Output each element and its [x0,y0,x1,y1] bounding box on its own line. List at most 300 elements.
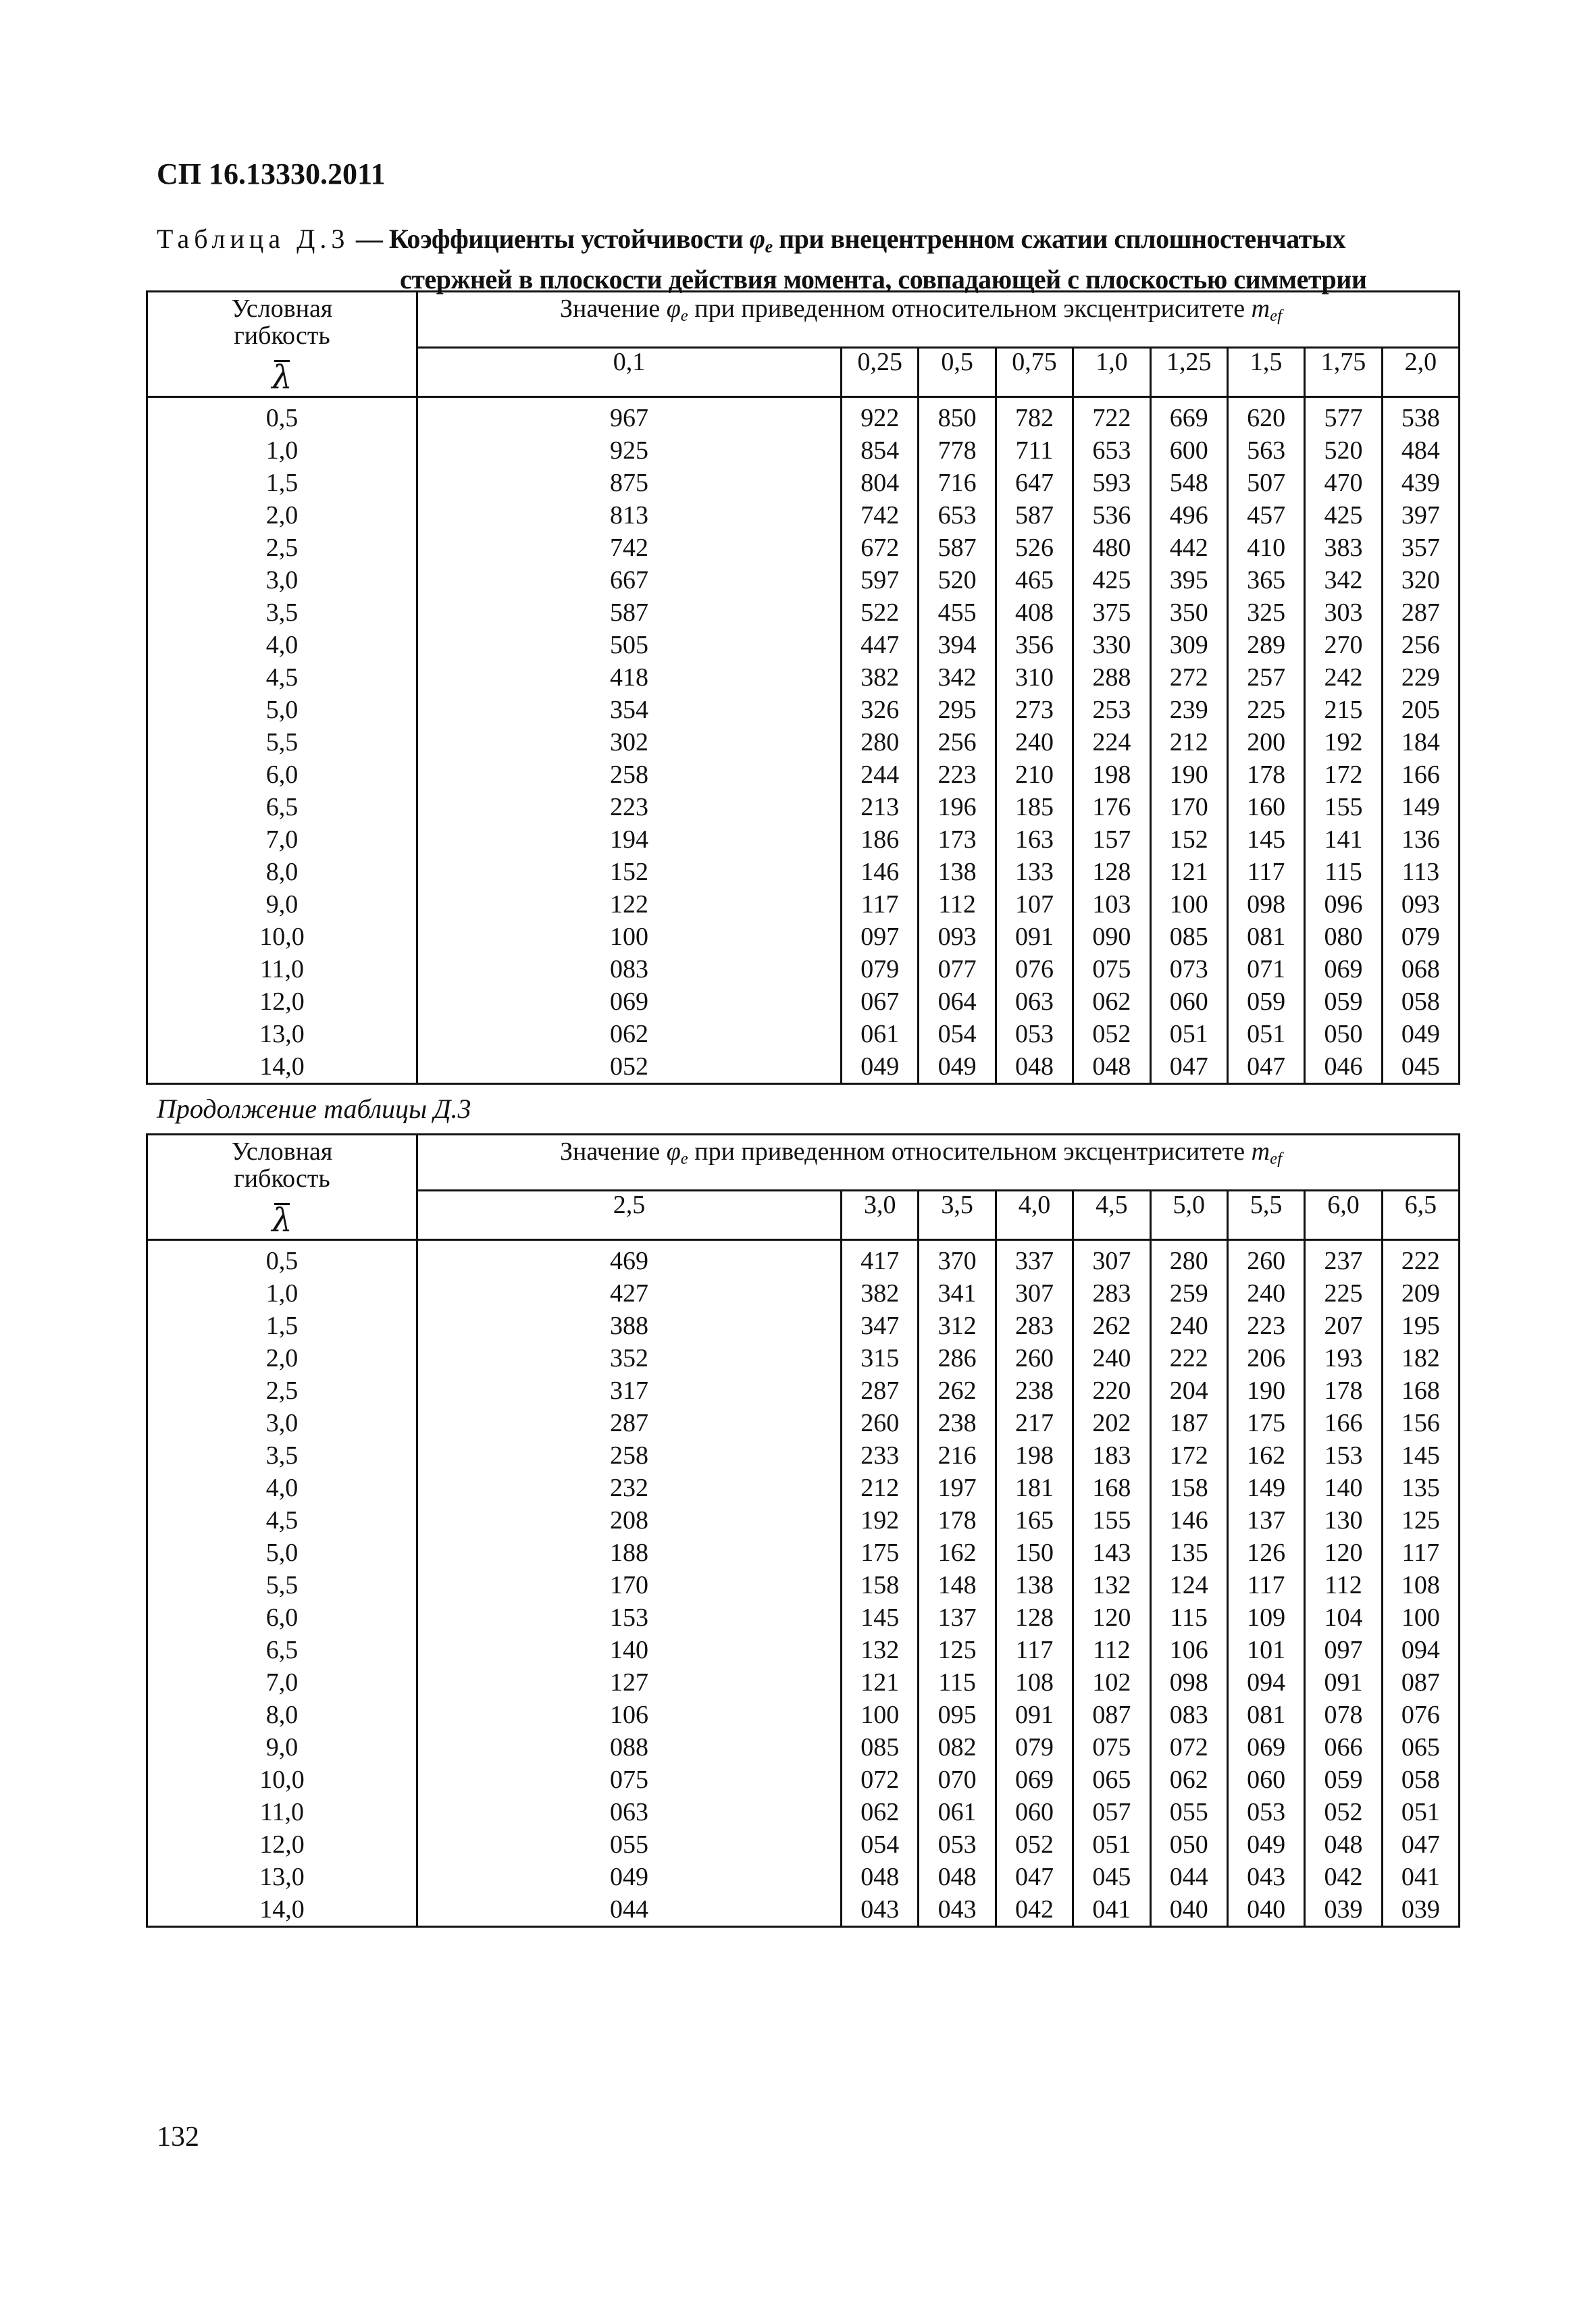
coefficient-cell: 223 [1227,1310,1304,1342]
coefficient-cell: 538 [1382,397,1459,435]
coefficient-cell: 117 [1227,856,1304,888]
eccentricity-header-cell: 2,0 [1382,348,1459,397]
coefficient-cell: 156 [1382,1407,1459,1439]
coefficient-cell: 042 [996,1893,1073,1927]
coefficient-cell: 085 [1150,921,1227,953]
coefficient-cell: 536 [1073,499,1150,532]
coefficient-cell: 397 [1382,499,1459,532]
table-row [147,1374,1460,1407]
coefficient-cell: 520 [1305,434,1382,467]
slenderness-cell: 1,0 [147,434,417,467]
coefficient-cell: 383 [1305,532,1382,564]
coefficient-cell: 457 [1227,499,1304,532]
coefficient-cell: 260 [842,1407,919,1439]
coefficient-cell: 283 [1073,1277,1150,1310]
column-header-slenderness [147,292,417,397]
coefficient-cell: 145 [1227,823,1304,856]
coefficient-cell: 137 [919,1601,996,1634]
column-header-slenderness [147,1135,417,1240]
coefficient-cell: 875 [417,467,842,499]
coefficient-cell: 653 [1073,434,1150,467]
coefficient-cell: 197 [919,1472,996,1504]
coefficient-cell: 100 [1382,1601,1459,1634]
header-text2: при приведенном относительном эксцентриситете [694,294,1245,323]
coefficient-cell: 047 [1382,1828,1459,1861]
coefficient-cell: 135 [1150,1537,1227,1569]
coefficient-cell: 160 [1227,791,1304,823]
coefficient-cell: 128 [996,1601,1073,1634]
header-m: m [1251,294,1270,323]
coefficient-cell: 205 [1382,694,1459,726]
coefficient-cell: 051 [1150,1018,1227,1050]
coefficient-cell: 087 [1382,1666,1459,1699]
coefficient-cell: 058 [1382,985,1459,1018]
coefficient-cell: 342 [1305,564,1382,596]
coefficient-cell: 150 [996,1537,1073,1569]
coefficient-cell: 170 [417,1569,842,1601]
coefficient-cell: 095 [919,1699,996,1731]
coefficient-cell: 122 [417,888,842,921]
slenderness-cell: 13,0 [147,1018,417,1050]
table-row [147,397,1460,435]
coefficient-cell: 137 [1227,1504,1304,1537]
slenderness-cell: 3,0 [147,564,417,596]
coefficient-cell: 149 [1227,1472,1304,1504]
slenderness-cell: 2,0 [147,499,417,532]
table-row [147,1407,1460,1439]
header-phi: φ [666,1137,681,1166]
coefficient-cell: 051 [1073,1828,1150,1861]
coefficient-cell: 194 [417,823,842,856]
slenderness-cell: 1,0 [147,1277,417,1310]
coefficient-cell: 062 [842,1796,919,1828]
slenderness-cell: 5,5 [147,726,417,759]
coefficient-cell: 097 [1305,1634,1382,1666]
coefficient-cell: 140 [1305,1472,1382,1504]
coefficient-cell: 152 [1150,823,1227,856]
coefficient-cell: 082 [919,1731,996,1764]
coefficient-cell: 259 [1150,1277,1227,1310]
coefficient-cell: 225 [1227,694,1304,726]
document-code: СП 16.13330.2011 [157,157,386,190]
coefficient-cell: 722 [1073,397,1150,435]
coefficient-cell: 198 [1073,759,1150,791]
coefficient-cell: 198 [996,1439,1073,1472]
coefficient-cell: 081 [1227,921,1304,953]
coefficient-cell: 287 [1382,596,1459,629]
coefficient-cell: 070 [919,1764,996,1796]
coefficient-cell: 141 [1305,823,1382,856]
coefficient-cell: 283 [996,1310,1073,1342]
coefficient-cell: 587 [417,596,842,629]
coefficient-cell: 109 [1227,1601,1304,1634]
coefficient-cell: 093 [919,921,996,953]
table-row [147,564,1460,596]
coefficient-cell: 117 [1382,1537,1459,1569]
coefficient-cell: 108 [996,1666,1073,1699]
coefficient-cell: 273 [996,694,1073,726]
coefficient-cell: 121 [842,1666,919,1699]
coefficient-cell: 166 [1305,1407,1382,1439]
coefficient-cell: 175 [1227,1407,1304,1439]
coefficient-cell: 113 [1382,856,1459,888]
coefficient-cell: 103 [1073,888,1150,921]
coefficient-cell: 051 [1382,1796,1459,1828]
coefficient-cell: 176 [1073,791,1150,823]
eccentricity-header-cell: 0,25 [842,348,919,397]
coefficient-cell: 049 [919,1050,996,1084]
coefficient-cell: 145 [842,1601,919,1634]
coefficient-cell: 069 [417,985,842,1018]
coefficient-cell: 196 [919,791,996,823]
table-row [147,759,1460,791]
coefficient-cell: 047 [1150,1050,1227,1084]
coefficient-cell: 148 [919,1569,996,1601]
slenderness-cell: 9,0 [147,888,417,921]
header-phi: φ [666,294,681,323]
table-row [147,921,1460,953]
coefficient-cell: 173 [919,823,996,856]
slenderness-cell: 4,5 [147,661,417,694]
slenderness-cell: 5,5 [147,1569,417,1601]
coefficient-cell: 208 [417,1504,842,1537]
column-header-values [417,1135,1460,1191]
coefficient-cell: 052 [1305,1796,1382,1828]
table-row [147,1666,1460,1699]
coefficient-cell: 048 [919,1861,996,1893]
coefficient-cell: 117 [996,1634,1073,1666]
coefficient-cell: 048 [1073,1050,1150,1084]
coefficient-cell: 133 [996,856,1073,888]
coefficient-cell: 158 [1150,1472,1227,1504]
coefficient-cell: 813 [417,499,842,532]
coefficient-cell: 090 [1073,921,1150,953]
slenderness-cell: 10,0 [147,1764,417,1796]
coefficient-cell: 104 [1305,1601,1382,1634]
coefficient-cell: 101 [1227,1634,1304,1666]
coefficient-cell: 042 [1305,1861,1382,1893]
coefficient-cell: 548 [1150,467,1227,499]
coefficient-cell: 045 [1073,1861,1150,1893]
coefficient-cell: 073 [1150,953,1227,985]
coefficient-cell: 146 [842,856,919,888]
eccentricity-header-cell: 3,5 [919,1191,996,1240]
coefficient-cell: 303 [1305,596,1382,629]
coefficient-cell: 223 [417,791,842,823]
coefficient-cell: 185 [996,791,1073,823]
coefficient-cell: 083 [417,953,842,985]
coefficient-cell: 272 [1150,661,1227,694]
coefficient-cell: 080 [1305,921,1382,953]
coefficient-cell: 202 [1073,1407,1150,1439]
coefficient-cell: 439 [1382,467,1459,499]
coefficient-cell: 442 [1150,532,1227,564]
coefficient-cell: 050 [1305,1018,1382,1050]
coefficient-cell: 075 [1073,953,1150,985]
continuation-label: Продолжение таблицы Д.3 [157,1094,471,1124]
header-text: Значение [560,1137,661,1166]
slenderness-cell: 14,0 [147,1050,417,1084]
table-row [147,791,1460,823]
coefficient-cell: 061 [842,1018,919,1050]
coefficient-cell: 052 [1073,1018,1150,1050]
header-m: m [1251,1137,1270,1166]
eccentricity-header-cell: 1,25 [1150,348,1227,397]
coefficient-cell: 240 [1227,1277,1304,1310]
coefficient-cell: 175 [842,1537,919,1569]
page-number: 132 [157,2122,199,2153]
coefficient-cell: 047 [1227,1050,1304,1084]
coefficient-cell: 238 [996,1374,1073,1407]
table-row [147,1601,1460,1634]
coefficient-cell: 470 [1305,467,1382,499]
table-title-line2: стержней в плоскости действия момента, совпадающей с плоскостью симметрии [400,263,1367,294]
coefficient-cell: 280 [1150,1240,1227,1278]
slenderness-cell: 8,0 [147,856,417,888]
coefficient-cell: 057 [1073,1796,1150,1828]
coefficient-cell: 223 [919,759,996,791]
table-title-part2: при внецентренном сжатии сплошностенчатых [772,224,1346,254]
coefficient-cell: 125 [1382,1504,1459,1537]
coefficient-cell: 044 [1150,1861,1227,1893]
slenderness-cell: 7,0 [147,823,417,856]
coefficient-cell: 100 [1150,888,1227,921]
coefficient-cell: 091 [996,921,1073,953]
coefficient-cell: 072 [1150,1731,1227,1764]
slenderness-cell: 4,0 [147,1472,417,1504]
coefficient-cell: 186 [842,823,919,856]
coefficient-cell: 417 [842,1240,919,1278]
coefficient-cell: 132 [842,1634,919,1666]
coefficient-cell: 320 [1382,564,1459,596]
coefficient-cell: 312 [919,1310,996,1342]
table-row [147,434,1460,467]
coefficient-cell: 041 [1382,1861,1459,1893]
coefficient-cell: 097 [842,921,919,953]
coefficient-cell: 049 [417,1861,842,1893]
coefficient-cell: 352 [417,1342,842,1374]
coefficient-cell: 190 [1227,1374,1304,1407]
coefficient-cell: 049 [1382,1018,1459,1050]
table-caption [157,223,1467,296]
table-row [147,661,1460,694]
coefficient-cell: 395 [1150,564,1227,596]
slenderness-cell: 2,5 [147,1374,417,1407]
coefficient-cell: 061 [919,1796,996,1828]
coefficient-cell: 053 [1227,1796,1304,1828]
coefficient-cell: 065 [1382,1731,1459,1764]
coefficient-cell: 587 [919,532,996,564]
coefficient-cell: 257 [1227,661,1304,694]
coefficient-cell: 043 [842,1893,919,1927]
table-title-symbol: φ [749,224,765,254]
header-m-sub: ef [1270,307,1282,326]
slenderness-cell: 5,0 [147,694,417,726]
coefficient-cell: 168 [1382,1374,1459,1407]
coefficient-cell: 195 [1382,1310,1459,1342]
slenderness-cell: 1,5 [147,1310,417,1342]
coefficient-cell: 222 [1382,1240,1459,1278]
table-row [147,1310,1460,1342]
coefficient-cell: 049 [842,1050,919,1084]
table-row [147,1342,1460,1374]
coefficient-cell: 354 [417,694,842,726]
coefficient-cell: 408 [996,596,1073,629]
coefficient-cell: 204 [1150,1374,1227,1407]
coefficient-cell: 220 [1073,1374,1150,1407]
coefficient-cell: 427 [417,1277,842,1310]
coefficient-cell: 480 [1073,532,1150,564]
coefficient-cell: 375 [1073,596,1150,629]
table-row [147,1764,1460,1796]
coefficient-cell: 804 [842,467,919,499]
coefficient-cell: 237 [1305,1240,1382,1278]
coefficient-cell: 054 [919,1018,996,1050]
coefficient-cell: 178 [1305,1374,1382,1407]
table-row [147,1472,1460,1504]
coefficient-cell: 085 [842,1731,919,1764]
slenderness-cell: 2,5 [147,532,417,564]
coefficient-cell: 370 [919,1240,996,1278]
slenderness-cell: 9,0 [147,1731,417,1764]
header-phi-sub: e [680,307,688,326]
coefficient-cell: 058 [1382,1764,1459,1796]
coefficient-cell: 188 [417,1537,842,1569]
coefficient-cell: 209 [1382,1277,1459,1310]
coefficient-cell: 069 [1227,1731,1304,1764]
coefficient-cell: 117 [1227,1569,1304,1601]
coefficient-cell: 280 [842,726,919,759]
coefficient-cell: 238 [919,1407,996,1439]
coefficient-cell: 124 [1150,1569,1227,1601]
eccentricity-header-cell: 4,5 [1073,1191,1150,1240]
coefficient-cell: 048 [1305,1828,1382,1861]
coefficient-cell: 128 [1073,856,1150,888]
coefficient-cell: 258 [417,759,842,791]
eccentricity-header-cell: 4,0 [996,1191,1073,1240]
column-header-values [417,292,1460,348]
coefficient-cell: 317 [417,1374,842,1407]
slenderness-cell: 10,0 [147,921,417,953]
header-label-line1: Условная [231,1137,333,1166]
coefficient-cell: 135 [1382,1472,1459,1504]
coefficient-cell: 258 [417,1439,842,1472]
coefficient-cell: 192 [1305,726,1382,759]
coefficient-cell: 067 [842,985,919,1018]
table-row [147,694,1460,726]
coefficient-cell: 262 [919,1374,996,1407]
coefficient-cell: 778 [919,434,996,467]
coefficient-cell: 153 [417,1601,842,1634]
coefficient-cell: 217 [996,1407,1073,1439]
coefficient-cell: 059 [1305,985,1382,1018]
coefficient-cell: 076 [1382,1699,1459,1731]
coefficient-cell: 669 [1150,397,1227,435]
coefficient-cell: 166 [1382,759,1459,791]
coefficient-cell: 081 [1227,1699,1304,1731]
coefficient-cell: 242 [1305,661,1382,694]
coefficient-cell: 286 [919,1342,996,1374]
coefficient-cell: 505 [417,629,842,661]
coefficient-cell: 716 [919,467,996,499]
coefficient-cell: 854 [842,434,919,467]
coefficient-cell: 244 [842,759,919,791]
table-row [147,1018,1460,1050]
coefficient-cell: 232 [417,1472,842,1504]
coefficient-cell: 182 [1382,1342,1459,1374]
coefficient-cell: 212 [842,1472,919,1504]
coefficient-cell: 184 [1382,726,1459,759]
table-row [147,1569,1460,1601]
coefficient-cell: 163 [996,823,1073,856]
coefficient-cell: 307 [996,1277,1073,1310]
coefficient-cell: 075 [1073,1731,1150,1764]
coefficient-cell: 225 [1305,1277,1382,1310]
coefficient-cell: 046 [1305,1050,1382,1084]
coefficient-cell: 469 [417,1240,842,1278]
coefficient-cell: 100 [842,1699,919,1731]
coefficient-cell: 287 [842,1374,919,1407]
slenderness-cell: 6,5 [147,1634,417,1666]
coefficient-cell: 325 [1227,596,1304,629]
slenderness-cell: 8,0 [147,1699,417,1731]
coefficient-cell: 043 [1227,1861,1304,1893]
coefficient-cell: 063 [996,985,1073,1018]
coefficient-cell: 193 [1305,1342,1382,1374]
coefficient-cell: 115 [1150,1601,1227,1634]
coefficient-cell: 200 [1227,726,1304,759]
slenderness-cell: 4,5 [147,1504,417,1537]
eccentricity-header-cell: 2,5 [417,1191,842,1240]
table-row [147,1504,1460,1537]
coefficient-cell: 347 [842,1310,919,1342]
coefficient-cell: 060 [996,1796,1073,1828]
table-row [147,985,1460,1018]
coefficient-cell: 647 [996,467,1073,499]
slenderness-cell: 4,0 [147,629,417,661]
table-row [147,1050,1460,1084]
lambda-symbol: λ [272,359,292,396]
coefficient-cell: 047 [996,1861,1073,1893]
coefficient-cell: 052 [996,1828,1073,1861]
coefficient-cell: 224 [1073,726,1150,759]
eccentricity-header-cell: 0,1 [417,348,842,397]
coefficient-cell: 162 [919,1537,996,1569]
coefficient-cell: 337 [996,1240,1073,1278]
table-title-part1: — Коэффициенты устойчивости [349,224,750,254]
coefficient-cell: 076 [996,953,1073,985]
slenderness-cell: 1,5 [147,467,417,499]
coefficient-cell: 140 [417,1634,842,1666]
coefficient-cell: 216 [919,1439,996,1472]
coefficient-cell: 520 [919,564,996,596]
coefficient-cell: 098 [1150,1666,1227,1699]
slenderness-cell: 14,0 [147,1893,417,1927]
coefficient-cell: 108 [1382,1569,1459,1601]
coefficient-cell: 091 [1305,1666,1382,1699]
coefficient-cell: 484 [1382,434,1459,467]
table-title-symbol-sub: e [765,236,773,257]
coefficient-cell: 563 [1227,434,1304,467]
coefficient-cell: 039 [1305,1893,1382,1927]
coefficient-cell: 079 [842,953,919,985]
coefficient-cell: 309 [1150,629,1227,661]
lambda-symbol: λ [272,1202,292,1239]
coefficient-cell: 260 [996,1342,1073,1374]
coefficient-cell: 088 [417,1731,842,1764]
coefficient-cell: 112 [1073,1634,1150,1666]
coefficient-cell: 330 [1073,629,1150,661]
